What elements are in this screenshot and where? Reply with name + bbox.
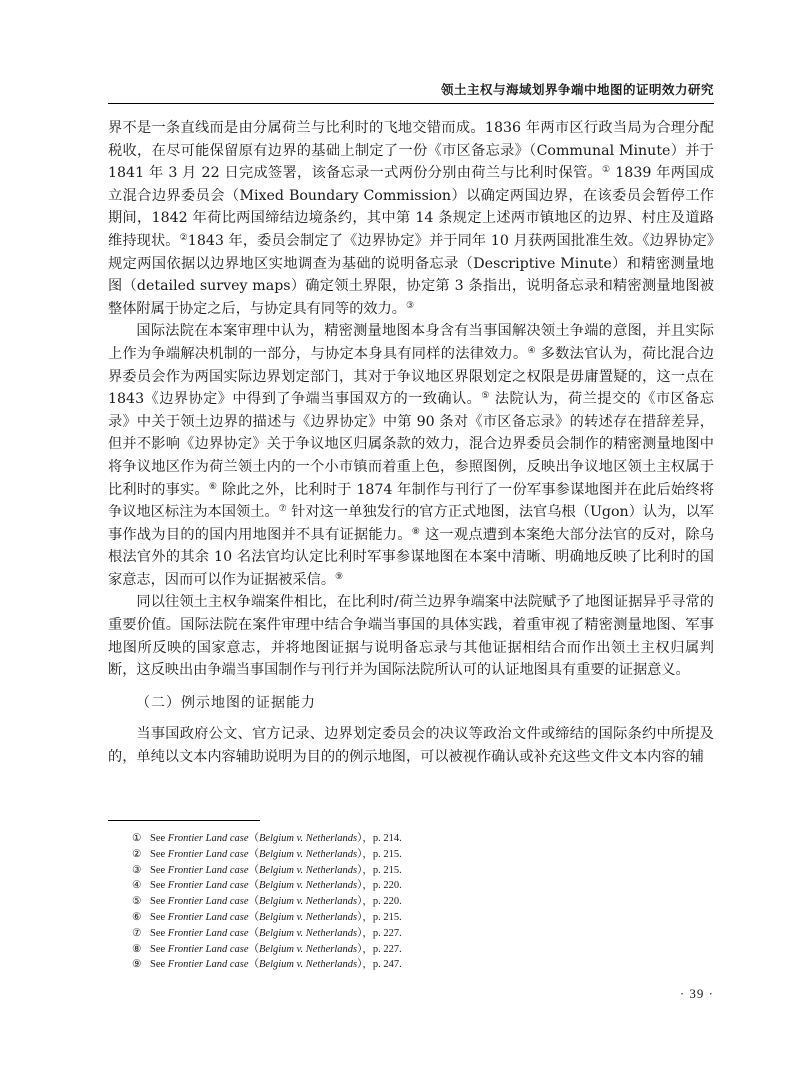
footnote: ⑨ See Frontier Land case（Belgium v. Netherlands），p. 247.: [132, 957, 692, 973]
footnote-mark: ⑦: [132, 927, 142, 939]
footnote: ③ See Frontier Land case（Belgium v. Netherlands），p. 215.: [132, 863, 692, 879]
footnote: ② See Frontier Land case（Belgium v. Netherlands），p. 215.: [132, 847, 692, 863]
footnote-ref[interactable]: ①: [602, 165, 611, 176]
footnote-ref[interactable]: ⑥: [208, 481, 218, 492]
running-title: 领土主权与海域划界争端中地图的证明效力研究: [440, 82, 714, 97]
footnote: ⑤ See Frontier Land case（Belgium v. Netherlands），p. 220.: [132, 894, 692, 910]
footnote-ref[interactable]: ⑤: [481, 391, 490, 402]
footnote-mark: ⑧: [132, 943, 142, 955]
footnote: ⑧ See Frontier Land case（Belgium v. Netherlands），p. 227.: [132, 942, 692, 958]
footnote-mark: ⑨: [132, 959, 142, 971]
page-number: · 39 ·: [679, 986, 714, 1001]
footnotes: [132, 831, 692, 973]
section-subheading: （二）例示地图的证据能力: [136, 694, 316, 711]
footnote-mark: ④: [132, 880, 142, 892]
paragraph: 国际法院在本案审理中认为，精密测量地图本身含有当事国解决领土争端的意图，并且实际上作为争端解决机制的一部分，与协定本身具有同样的法律效力。④ 多数法官认为，荷比混合边界委员会作为两国实际边界划定部门，其对于争议地区界限划定之权限是毋庸置疑的，这一点在 1843《边界协定》中得到了争端当事国双方的一致确认。⑤ 法院认为，荷兰提交的《市区备忘录》中关于领土边界的描述与《边界协定》中第 90 条对《市区备忘录》的转述存在措辞差异，但并不影响《边界协定》关于争议地区归属条款的效力，混合边界委员会制作的精密测量地图中将争议地区作为荷兰领土内的一个小市镇而着重上色，参照图例，反映出争议地区领土主权属于比利时的事实。⑥ 除此之外，比利时于 1874 年制作与刊行了一份军事参谋地图并在此后始终将争议地区标注为本国领土。⑦ 针对这一单独发行的官方正式地图，法官乌根（Ugon）认为，以军事作战为目的的国内用地图并不具有证据能力。⑧ 这一观点遭到本案绝大部分法官的反对，除乌根法官外的其余 10 名法官均认定比利时军事参谋地图在本案中清晰、明确地反映了比利时的国家意志，因而可以作为证据被采信。⑨: [108, 323, 714, 588]
footnote-ref[interactable]: ③: [405, 300, 415, 311]
footnote-mark: ③: [132, 864, 142, 876]
footnote-ref[interactable]: ④: [527, 345, 536, 356]
footnote-mark: ⑤: [132, 896, 142, 908]
footnote-separator: [108, 820, 260, 821]
footnote-ref[interactable]: ⑨: [335, 571, 344, 582]
running-header: [108, 80, 714, 104]
paragraph: 当事国政府公文、官方记录、边界划定委员会的决议等政治文件或缔结的国际条约中所提及的，单纯以文本内容辅助说明为目的的例示地图，可以被视作确认或补充这些文件文本内容的辅: [108, 726, 714, 766]
footnote-mark: ⑥: [132, 911, 142, 923]
footnote-mark: ①: [132, 833, 142, 844]
paragraph: 同以往领土主权争端案件相比，在比利时/荷兰边界争端案中法院赋予了地图证据异乎寻常的重要价值。国际法院在案件审理中结合争端当事国的具体实践，着重审视了精密测量地图、军事地图所反映的国家意志，并将地图证据与说明备忘录与其他证据相结合而作出领土主权归属判断，这反映出由争端当事国制作与刊行并为国际法院所认可的认证地图具有重要的证据意义。: [108, 594, 714, 679]
footnote-mark: ②: [132, 848, 142, 860]
footnote: ① See Frontier Land case（Belgium v. Netherlands），p. 214.: [132, 831, 692, 847]
footnote-ref[interactable]: ⑦: [278, 504, 287, 515]
footnote: ④ See Frontier Land case（Belgium v. Netherlands），p. 220.: [132, 878, 692, 894]
article-body: [108, 117, 714, 769]
footnote-ref[interactable]: ⑧: [411, 526, 421, 537]
paragraph: 界不是一条直线而是由分属荷兰与比利时的飞地交错而成。1836 年两市区行政当局为合理分配税收，在尽可能保留原有边界的基础上制定了一份《市区备忘录》（Communal Minute）并于 1841 年 3 月 22 日完成签署，该备忘录一式两份分别由荷兰与比利时保管。① 1839 年两国成立混合边界委员会（Mixed Boundary Commission）以确定两国边界，在该委员会暂停工作期间，1842 年荷比两国缔结边境条约，其中第 14 条规定上述两市镇地区的边界、村庄及道路维持现状。②1843 年，委员会制定了《边界协定》并于同年 10 月获两国批准生效。《边界协定》规定两国依据以边界地区实地调查为基础的说明备忘录（Descriptive Minute）和精密测量地图（detailed survey maps）确定领土界限，协定第 3 条指出，说明备忘录和精密测量地图被整体附属于协定之后，与协定具有同等的效力。③: [108, 120, 714, 317]
footnote: ⑥ See Frontier Land case（Belgium v. Netherlands），p. 215.: [132, 910, 692, 926]
footnote-ref[interactable]: ②: [179, 232, 188, 243]
footnote: ⑦ See Frontier Land case（Belgium v. Netherlands），p. 227.: [132, 926, 692, 942]
